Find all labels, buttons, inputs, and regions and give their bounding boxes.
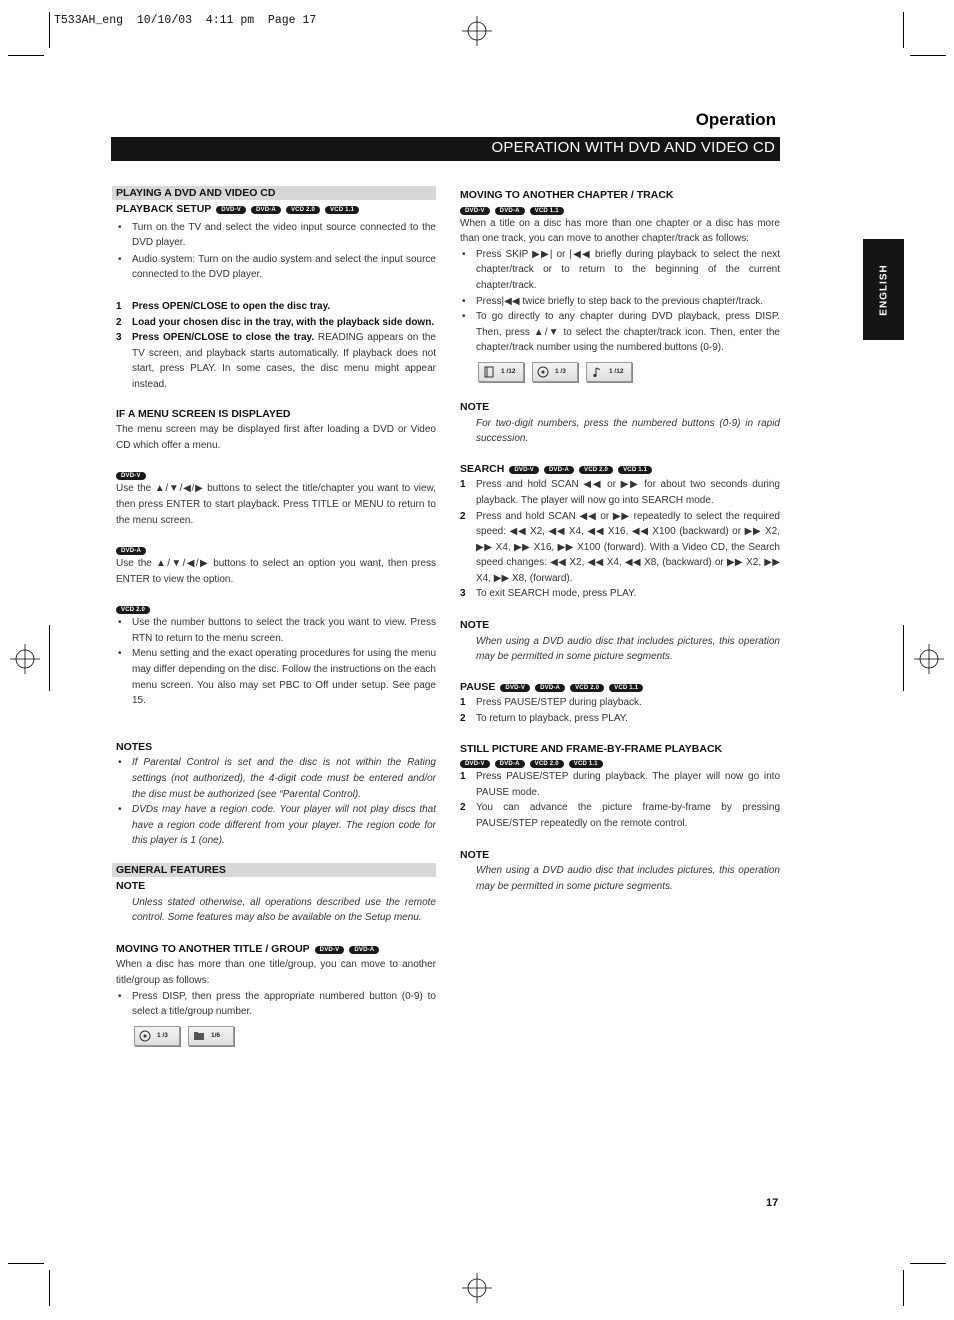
pill-vcd-1: VCD 1.1: [618, 466, 652, 474]
osd-chapter-icon: [478, 362, 524, 382]
osd-value: 1/6: [211, 1031, 221, 1039]
still-steps: [460, 769, 780, 831]
title-intro: When a disc has more than one title/group, you can move to another title/group as follows:: [116, 959, 436, 986]
heading-chapter-track: MOVING TO ANOTHER CHAPTER / TRACK: [460, 189, 674, 201]
title-bar-text: OPERATION WITH DVD AND VIDEO CD: [491, 139, 775, 156]
pause-steps: [460, 695, 780, 726]
step-text: Press PAUSE/STEP during playback. The player will now go into PAUSE mode.: [476, 771, 780, 798]
heading-title-group: [116, 942, 436, 958]
pill-row: [116, 603, 436, 615]
step-text: Press and hold SCAN ◀◀ or ▶▶ repeatedly to select the required speed: ◀◀ X2, ◀◀ X4, ◀◀ X16, ◀◀ X100 (backward) or ▶▶ X2, ▶▶ X4, ▶▶ X16, ▶▶ X100 (forward). With a Video CD, the Search speed changes: ◀◀ X2, ◀◀ X4, ◀◀ X8, (backward) or ▶▶ X2, ▶▶ X4, ▶▶ X8, (forward).: [476, 510, 780, 584]
step-bold: Press OPEN/CLOSE to open the disc tray.: [132, 300, 331, 312]
step-bold: Load your chosen disc in the tray, with the playback side down.: [132, 316, 435, 328]
heading-search: [460, 462, 780, 478]
osd-track-icon: [586, 362, 632, 382]
chapter-bullets: [460, 247, 780, 356]
osd-title-icon: [134, 1026, 180, 1046]
step-text: Press and hold SCAN ◀◀ or ▶▶ for about two seconds during playback. The player will now go into SEARCH mode.: [476, 479, 780, 506]
list-item: • DVDs may have a region code. Your player will not play discs that have a region code different from your player. The region code for this player is 1 (one).: [116, 802, 436, 849]
crop-mark: [910, 1263, 946, 1264]
pill-dvd-v: DVD-V: [116, 472, 146, 480]
step-number: 3: [116, 332, 122, 344]
heading-playback-setup: [116, 202, 436, 218]
heading-menu-screen: IF A MENU SCREEN IS DISPLAYED: [116, 407, 291, 420]
crop-mark: [49, 12, 50, 48]
osd-group-icon: [188, 1026, 234, 1046]
list-item: [460, 477, 780, 508]
crop-mark: [910, 55, 946, 56]
list-item: [116, 315, 436, 331]
pill-dvd-v: DVD-V: [315, 946, 345, 954]
list-item: [460, 586, 780, 602]
general-note: Unless stated otherwise, all operations described use the remote control. Some features may also be available on the Setup menu.: [132, 896, 436, 924]
registration-mark-icon: [462, 16, 492, 46]
band-playing: PLAYING A DVD AND VIDEO CD: [112, 186, 436, 200]
list-item: • Press SKIP ▶▶| or |◀◀ briefly during playback to select the next chapter/track or to return to the beginning of the current chapter/track.: [460, 247, 780, 294]
crop-mark: [903, 12, 904, 48]
title-bar: [111, 137, 780, 161]
heading-text: PAUSE: [460, 680, 496, 693]
step-text: You can advance the picture frame-by-frame by pressing PAUSE/STEP repeatedly on the remote control.: [476, 802, 780, 829]
pill-row: [116, 469, 436, 481]
heading-text: MOVING TO ANOTHER TITLE / GROUP: [116, 942, 310, 955]
registration-mark-icon: [914, 644, 944, 674]
osd-disc-icon: [532, 362, 578, 382]
menu-intro: The menu screen may be displayed first after loading a DVD or Video CD which offer a menu.: [116, 424, 436, 451]
chapter-intro: When a title on a disc has more than one chapter or a disc has more than one track, you can move to another chapter/track as follows:: [460, 217, 780, 245]
pill-dvd-a: DVD-A: [116, 547, 146, 555]
list-item: [460, 769, 780, 800]
print-slug: T533AH_eng 10/10/03 4:11 pm Page 17: [54, 14, 317, 27]
pill-vcd-1: VCD 1.1: [530, 207, 564, 215]
disc-icon: [139, 1030, 151, 1042]
step-number: 1: [116, 300, 122, 312]
list-item: • Press DISP, then press the appropriate numbered button (0-9) to select a title/group number.: [116, 989, 436, 1020]
chapter-note: For two-digit numbers, press the numbered buttons (0-9) in rapid succession.: [476, 417, 780, 445]
list-item: • Press|◀◀ twice briefly to step back to the previous chapter/track.: [460, 294, 780, 310]
list-item: [460, 711, 780, 727]
chapter-osd-icons: [460, 362, 780, 382]
step-text: To exit SEARCH mode, press PLAY.: [476, 588, 637, 600]
list-item: • Use the number buttons to select the track you want to view. Press RTN to return to the menu screen.: [116, 615, 436, 646]
pill-vcd-2: VCD 2.0: [116, 606, 150, 614]
pill-dvd-v: DVD-V: [509, 466, 539, 474]
language-tab-label: ENGLISH: [878, 263, 889, 316]
pill-dvd-v: DVD-V: [216, 206, 246, 214]
still-note: When using a DVD audio disc that includes pictures, this operation may be permitted in some picture segments.: [476, 865, 780, 892]
pill-vcd-2: VCD 2.0: [530, 760, 564, 768]
dvda-text: Use the ▲/▼/◀/▶ buttons to select an option you want, then press ENTER to view the option.: [116, 558, 436, 585]
note-heading: NOTE: [460, 848, 490, 861]
pill-vcd-2: VCD 2.0: [570, 684, 604, 692]
pill-vcd-1: VCD 1.1: [569, 760, 603, 768]
step-bold: Press OPEN/CLOSE to close the tray.: [132, 332, 315, 344]
notes-heading: NOTES: [116, 740, 153, 753]
crop-mark: [8, 1263, 44, 1264]
step-number: 1: [460, 697, 466, 709]
pill-dvd-a: DVD-A: [495, 207, 525, 215]
setup-bullets: [116, 220, 436, 283]
crop-mark: [8, 55, 44, 56]
music-note-icon: [591, 366, 603, 378]
osd-value: 1 /3: [157, 1031, 168, 1039]
search-note: When using a DVD audio disc that includes pictures, this operation may be permitted in some picture segments.: [476, 635, 780, 663]
pill-vcd-1: VCD 1.1: [325, 206, 359, 214]
pill-row: [116, 544, 436, 556]
registration-mark-icon: [10, 644, 40, 674]
list-item: [116, 299, 436, 315]
pill-vcd-1: VCD 1.1: [609, 684, 643, 692]
folder-icon: [193, 1030, 205, 1042]
disc-icon: [537, 366, 549, 378]
step-text: To return to playback, press PLAY.: [476, 713, 628, 725]
list-item: [116, 330, 436, 392]
pill-dvd-a: DVD-A: [349, 946, 379, 954]
crop-mark: [903, 1270, 904, 1306]
dvdv-text: Use the ▲/▼/◀/▶ buttons to select the title/chapter you want to view, then press ENTER to start playback. Press TITLE or MENU to return to the menu screen.: [116, 483, 436, 526]
pill-dvd-a: DVD-A: [495, 760, 525, 768]
pill-vcd-2: VCD 2.0: [286, 206, 320, 214]
step-number: 2: [460, 510, 466, 522]
list-item: • If Parental Control is set and the disc is not within the Rating settings (not authorized), the 4-digit code must be entered and/or the disc must be authorized (see “Parental Control).: [116, 755, 436, 802]
heading-still-picture: STILL PICTURE AND FRAME-BY-FRAME PLAYBACK: [460, 742, 723, 755]
title-osd-icons: [116, 1026, 436, 1046]
crop-mark: [49, 625, 50, 691]
osd-value: 1 /3: [555, 368, 566, 376]
band-general: GENERAL FEATURES: [112, 863, 436, 877]
list-item: [460, 800, 780, 831]
crop-mark: [903, 625, 904, 691]
film-icon: [483, 366, 495, 378]
list-item: • Menu setting and the exact operating procedures for using the menu may differ depending on the disc. Follow the instructions on the each menu screen. You also may set PBC to Off under setup. See page 15.: [116, 646, 436, 708]
pill-dvd-v: DVD-V: [460, 207, 490, 215]
list-item: • To go directly to any chapter during DVD playback, press DISP. Then, press ▲/▼ to select the chapter/track icon. Then, enter the chapter/track number using the numbered buttons (0-9).: [460, 309, 780, 356]
note-heading: NOTE: [460, 400, 490, 413]
step-number: 2: [460, 802, 466, 814]
pill-row: [460, 204, 780, 216]
crop-mark: [49, 1270, 50, 1306]
step-number: 1: [460, 479, 466, 491]
pill-dvd-a: DVD-A: [251, 206, 281, 214]
search-steps: [460, 477, 780, 602]
heading-text: PLAYBACK SETUP: [116, 203, 212, 215]
pill-row: [460, 757, 780, 769]
list-item: • Turn on the TV and select the video input source connected to the DVD player.: [116, 220, 436, 251]
page-number: 17: [766, 1197, 779, 1209]
osd-value: 1 /12: [609, 368, 624, 376]
playback-steps: [116, 299, 436, 393]
note-heading: NOTE: [116, 880, 146, 892]
title-bullets: [116, 989, 436, 1020]
pill-dvd-v: DVD-V: [460, 760, 490, 768]
right-column: [460, 188, 780, 894]
pill-dvd-v: DVD-V: [500, 684, 530, 692]
osd-value: 1 /12: [501, 368, 516, 376]
heading-text: SEARCH: [460, 462, 505, 475]
step-text: Press PAUSE/STEP during playback.: [476, 697, 642, 709]
heading-pause: [460, 680, 780, 696]
left-column: [116, 186, 436, 1046]
language-tab: [863, 239, 904, 340]
notes-list: [116, 755, 436, 849]
note-heading: NOTE: [460, 619, 490, 632]
list-item: [460, 695, 780, 711]
pill-vcd-2: VCD 2.0: [579, 466, 613, 474]
registration-mark-icon: [462, 1273, 492, 1303]
step-number: 1: [460, 771, 466, 783]
step-text: READING appears on the TV screen, and playback starts automatically. If playback does not start, press PLAY. In some cases, the disc menu might appear instead.: [132, 332, 436, 390]
list-item: [460, 509, 780, 587]
pill-dvd-a: DVD-A: [535, 684, 565, 692]
step-number: 3: [460, 588, 466, 600]
section-title: Operation: [695, 110, 776, 129]
vcd-bullets: [116, 615, 436, 709]
pill-dvd-a: DVD-A: [544, 466, 574, 474]
list-item: • Audio system: Turn on the audio system and select the input source connected to the DVD player.: [116, 252, 436, 283]
step-number: 2: [116, 316, 122, 328]
step-number: 2: [460, 713, 466, 725]
